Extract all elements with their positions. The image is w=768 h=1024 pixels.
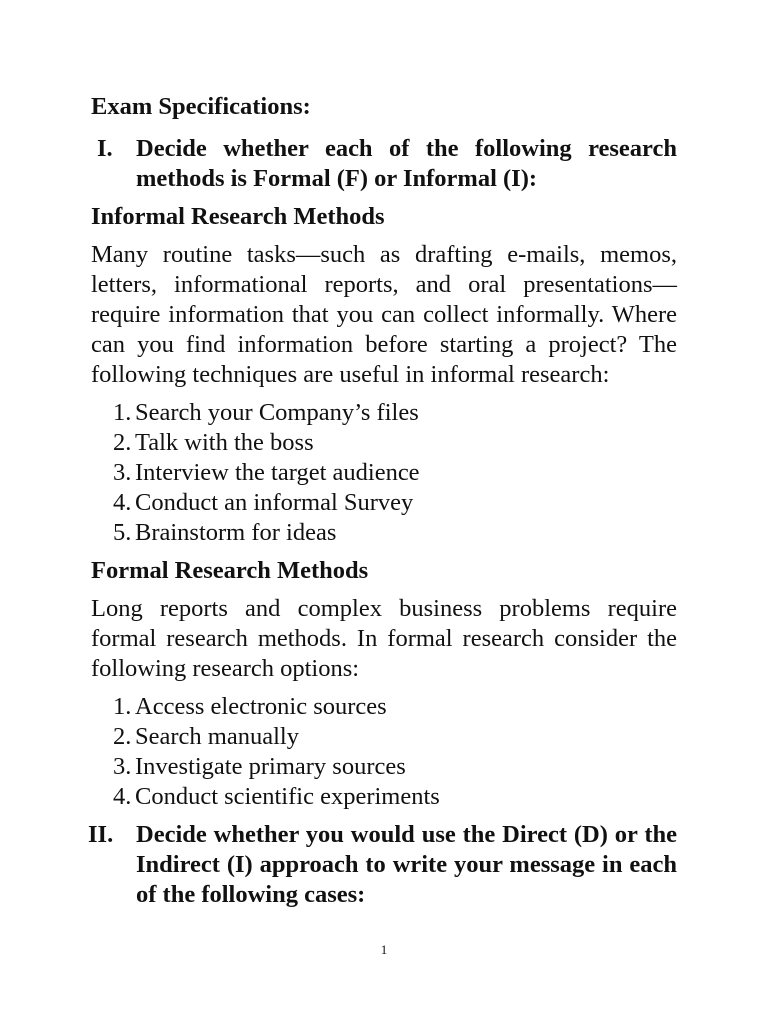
page-number: 1	[380, 942, 388, 957]
section-one-text: Decide whether each of the following research methods is Formal (F) or Informal (I):	[136, 135, 677, 192]
exam-title: Exam Specifications:	[91, 93, 311, 120]
list-item	[91, 488, 677, 518]
list-item	[91, 518, 677, 548]
section-one	[91, 134, 677, 194]
list-item-text: Conduct scientific experiments	[135, 783, 440, 810]
formal-list	[91, 692, 677, 812]
list-item-number: 1.	[113, 399, 132, 426]
list-item-text: Conduct an informal Survey	[135, 489, 414, 516]
formal-paragraph: Long reports and complex business problems require formal research methods. In formal research consider the following research options:	[91, 595, 677, 682]
list-item	[91, 428, 677, 458]
formal-heading: Formal Research Methods	[91, 557, 369, 584]
informal-list	[91, 398, 677, 548]
list-item	[91, 692, 677, 722]
list-item-number: 2.	[113, 429, 132, 456]
list-item	[91, 752, 677, 782]
list-item-text: Talk with the boss	[135, 429, 314, 456]
list-item-text: Brainstorm for ideas	[135, 519, 337, 546]
list-item	[91, 782, 677, 812]
list-item-text: Search your Company’s files	[135, 399, 419, 426]
list-item-number: 4.	[113, 783, 132, 810]
document-page	[88, 92, 677, 910]
list-item	[91, 458, 677, 488]
list-item-number: 1.	[113, 693, 132, 720]
informal-heading: Informal Research Methods	[91, 203, 385, 230]
list-item-number: 4.	[113, 489, 132, 516]
list-item-number: 3.	[113, 753, 132, 780]
list-item-number: 5.	[113, 519, 132, 546]
list-item-text: Investigate primary sources	[135, 753, 406, 780]
list-item-number: 2.	[113, 723, 132, 750]
section-two	[88, 820, 677, 910]
section-two-text: Decide whether you would use the Direct (D) or the Indirect (I) approach to write your message in each of the following cases:	[136, 821, 677, 908]
section-one-numeral: I.	[97, 135, 113, 162]
list-item	[91, 722, 677, 752]
section-two-numeral: II.	[88, 821, 114, 848]
list-item-number: 3.	[113, 459, 132, 486]
list-item	[91, 398, 677, 428]
informal-paragraph: Many routine tasks—such as drafting e-mails, memos, letters, informational reports, and oral presentations—require information that you can collect informally. Where can you find information before starting a project? The following techniques are useful in informal research:	[91, 241, 677, 388]
list-item-text: Access electronic sources	[135, 693, 387, 720]
list-item-text: Search manually	[135, 723, 299, 750]
list-item-text: Interview the target audience	[135, 459, 420, 486]
